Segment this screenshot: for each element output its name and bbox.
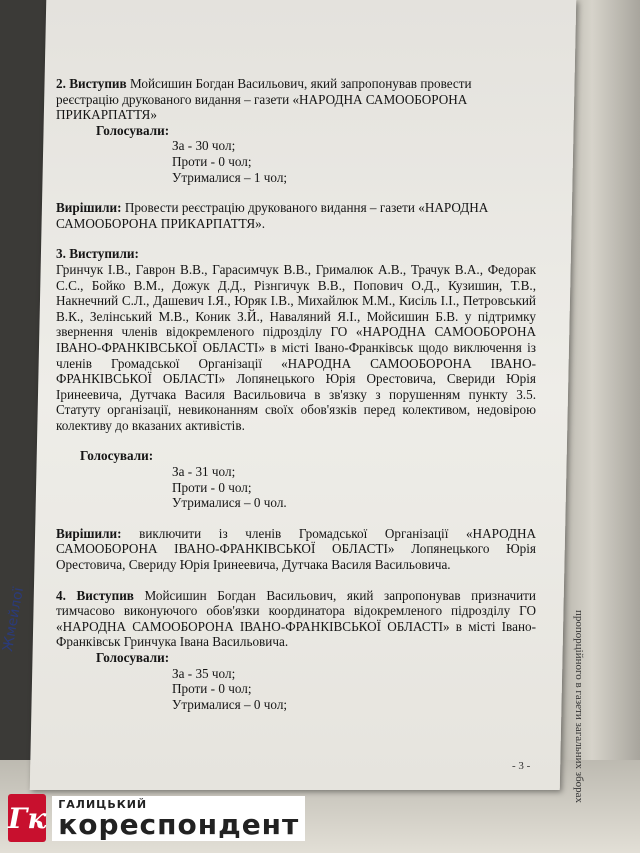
section-4-vote-label: Голосували:: [96, 650, 170, 665]
section-3-vote-abstain: Утрималися – 0 чол.: [172, 495, 287, 511]
document-content: [56, 76, 536, 712]
section-2-decision: [56, 200, 536, 231]
section-2-vote-abstain: Утрималися – 1 чол;: [172, 169, 288, 185]
section-3-vote-against: Проти - 0 чол;: [172, 479, 252, 495]
section-2-vote-for: За - 30 чол;: [172, 138, 236, 154]
section-4-vote-against: Проти - 0 чол;: [172, 681, 252, 697]
logo-mark-icon: Гк: [8, 794, 46, 842]
section-3-decided-label: Вирішили:: [56, 525, 122, 541]
logo-big-text: кореспондент: [58, 807, 300, 841]
section-2-head: 2. Виступив: [56, 76, 127, 91]
section-3-head: 3. Виступили:: [56, 246, 139, 262]
section-2-decided-label: Вирішили:: [56, 200, 122, 216]
section-3-body: Гринчук І.В., Гаврон В.В., Гарасимчук В.В., Грималюк А.В., Трачук В.А., Федорак С.С., Бойко В.М., Дожук Д.Д., Різнгичук В.В., Попович О.Д., Кузишин, Т.В., Накнечний С.Л., Дашевич І.Я., Юряк І.В., Михайлюк М.М., Кисіль І.І., Петровський В.К., Зелінський М.В., Коник З.Й., Наваляний Я.І., Мойсишин Б.В. у підтримку звернення членів відокремленого підрозділу ГО «НАРОДНА САМООБОРОНА ІВАНО-ФРАНКІВСЬКОЇ ОБЛАСТІ» в місті Івано-Франківськ щодо виключення із членів Громадської Організації «НАРОДНА САМООБОРОНА ІВАНО-ФРАНКІВСЬКОЇ ОБЛАСТІ» Лопянецького Юрія Орестовича, Свериди Юрія Іринеевича, Дутчака Василя Васильовича в зв'язку з порушенням пункту 3.5. Статуту організації, невиконанням своїх обов'язків перед колективом, недовірою колективу до вказаних активістів.: [56, 261, 536, 433]
section-2-vote-against: Проти - 0 чол;: [172, 153, 252, 169]
section-4-text: [56, 588, 536, 650]
logo-text: [52, 796, 305, 841]
section-3-vote-for: За - 31 чол;: [172, 464, 236, 480]
section-2-text: [56, 76, 536, 123]
section-3-decided-text: виключити із членів Громадської Організації «НАРОДНА САМООБОРОНА ІВАНО-ФРАНКІВСЬКОЇ ОБЛАСТІ» Лопянецького Юрія Орестовича, Свериду Юрія Іринеевича, Дутчака Василя Васильовича.: [56, 525, 536, 573]
section-2-body: Мойсишин Богдан Васильович, який запропонував провести реєстрацію друкованого видання – газети «НАРОДНА САМООБОРОНА ПРИКАРПАТТЯ»: [56, 76, 472, 123]
watermark-logo: [8, 790, 298, 846]
section-4-vote-for: За - 35 чол;: [172, 665, 236, 681]
section-2-decided-text: Провести реєстрацію друкованого видання – газети «НАРОДНА САМООБОРОНА ПРИКАРПАТТЯ».: [56, 200, 489, 231]
section-3-decision: [56, 526, 536, 573]
section-4-head: 4. Виступив: [56, 587, 134, 603]
section-2-vote-label: Голосували:: [96, 122, 170, 138]
section-4-body: Мойсишин Богдан Васильович, який запропонував призначити тимчасово виконуючого обов'язки координатора відокремленого підрозділу ГО «НАРОДНА САМООБОРОНА ІВАНО-ФРАНКІВСЬКОЇ ОБЛАСТІ» в місті Івано-Франківськ Гринчука Івана Васильовича.: [56, 587, 536, 650]
left-scrap-handwriting: Жмейлої: [0, 586, 28, 653]
page-number: - 3 -: [512, 760, 531, 772]
margin-vertical-text: пропорційного в газети загальних зборах: [573, 610, 585, 804]
logo-small-text: ГАЛИЦЬКИЙ: [58, 797, 148, 811]
section-4-vote-abstain: Утрималися – 0 чол;: [172, 696, 288, 712]
section-3-vote-label: Голосували:: [80, 448, 154, 464]
